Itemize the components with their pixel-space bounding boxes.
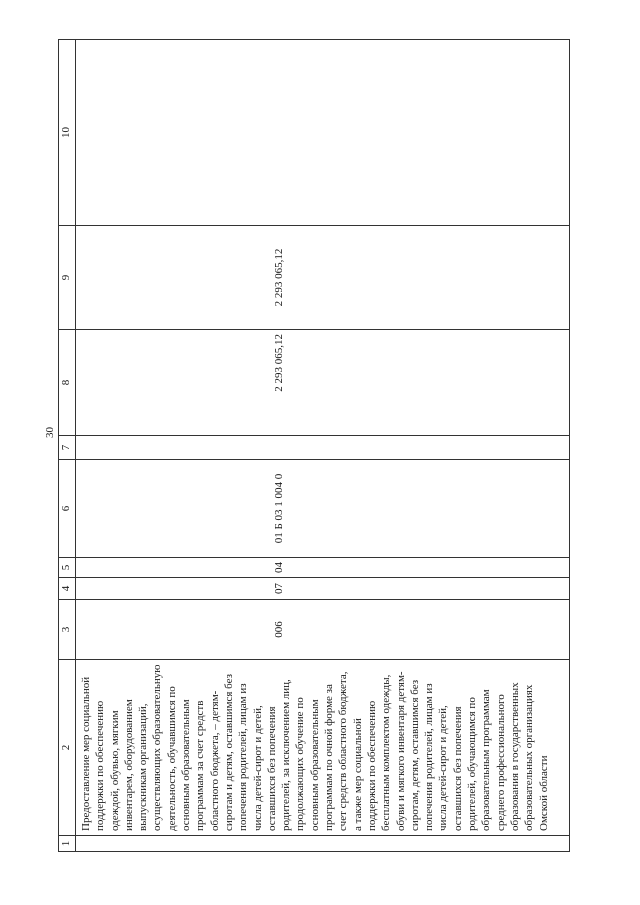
col-num-3: 3 xyxy=(59,600,76,660)
col-num-9: 9 xyxy=(59,226,76,330)
cell-c6: 01 Б 03 1 004 0 xyxy=(76,460,570,558)
col-num-4: 4 xyxy=(59,578,76,600)
cell-c1 xyxy=(76,836,570,852)
col-num-5: 5 xyxy=(59,558,76,578)
rotated-table-sheet xyxy=(58,40,570,852)
table-rotor xyxy=(58,40,570,852)
table-row xyxy=(76,40,570,852)
col-num-10: 10 xyxy=(59,40,76,226)
cell-c3: 006 xyxy=(76,600,570,660)
cell-c4: 07 xyxy=(76,578,570,600)
col-num-6: 6 xyxy=(59,460,76,558)
col-num-8: 8 xyxy=(59,330,76,436)
cell-c10 xyxy=(76,40,570,226)
col-num-7: 7 xyxy=(59,436,76,460)
col-num-1: 1 xyxy=(59,836,76,852)
cell-c8: 2 293 065,12 xyxy=(76,330,570,436)
cell-c9: 2 293 065,12 xyxy=(76,226,570,330)
cell-name: Предоставление мер социальной поддержки по обеспечению одеждой, обувью, мягким инвентарем, оборудованием выпускникам организаций, осуществляющих образовательную деятельность, обучавшимся по основным образовательным программам за счет средств областного бюджета, – детям-сиротам и детям, оставшимся без попечения родителей, лицам из числа детей-сирот и детей, оставшихся без попечения родителей, за исключением лиц, продолжающих обучение по основным образовательным программам по очной форме за счет средств областного бюджета, а также мер социальной поддержки по обеспечению бесплатным комплектом одежды, обуви и мягкого инвентаря детям-сиротам, детям, оставшимся без попечения родителей, лицам из числа детей-сирот и детей, оставшихся без попечения родителей, обучающимся по образовательным программам среднего профессионального образования в государственных образовательных организациях Омской области xyxy=(76,660,570,836)
budget-table xyxy=(58,39,570,852)
cell-c7 xyxy=(76,436,570,460)
page-number: 30 xyxy=(44,427,56,438)
column-number-row xyxy=(59,40,76,852)
cell-c5: 04 xyxy=(76,558,570,578)
col-num-2: 2 xyxy=(59,660,76,836)
